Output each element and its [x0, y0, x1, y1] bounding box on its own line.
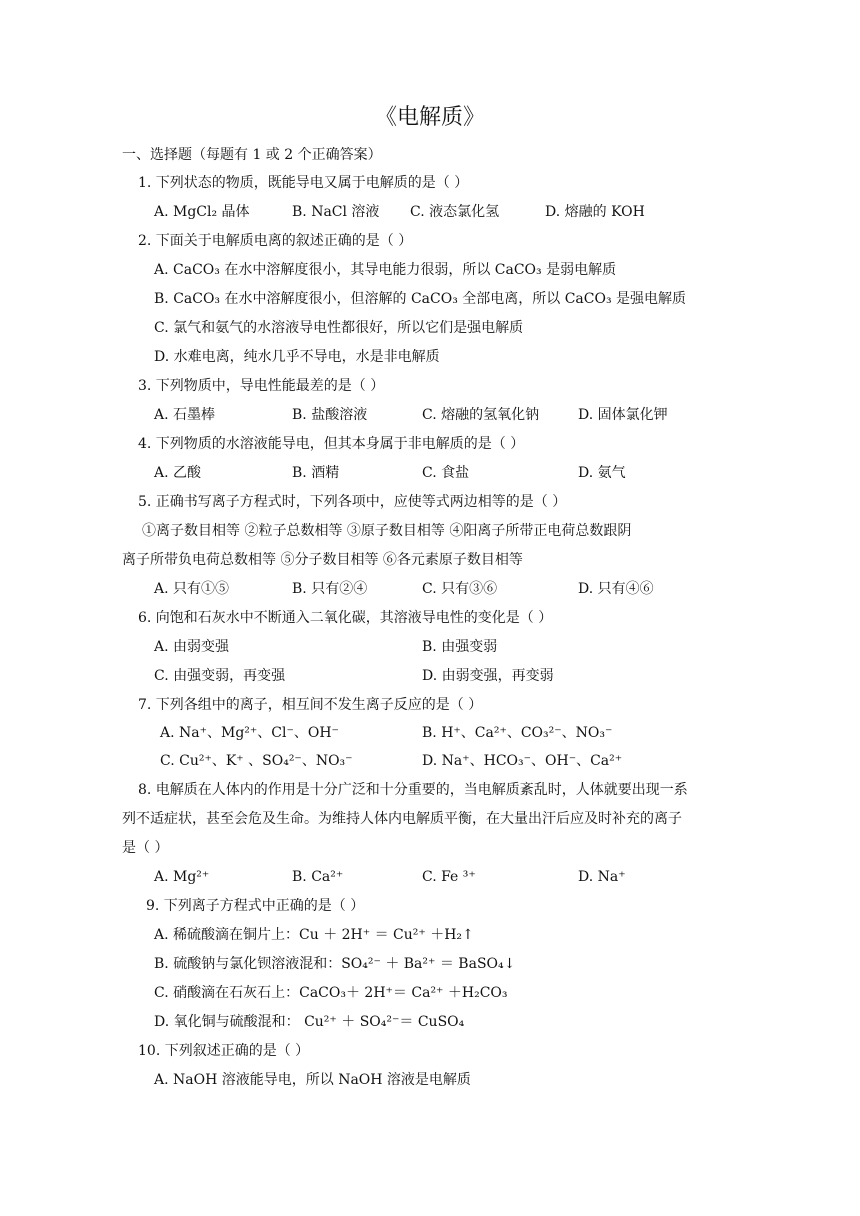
question-6-option-a: A. 由弱变强: [154, 639, 230, 655]
question-7-option-d: D. Na⁺、HCO₃⁻、OH⁻、Ca²⁺: [422, 753, 623, 769]
question-3-stem: 3. 下列物质中，导电性能最差的是（ ）: [138, 378, 385, 394]
question-2-stem: 2. 下面关于电解质电离的叙述正确的是（ ）: [138, 233, 413, 249]
question-6-option-d: D. 由弱变强，再变弱: [422, 668, 554, 684]
question-8-line-1: 8. 电解质在人体内的作用是十分广泛和十分重要的，当电解质紊乱时，人体就要出现一系: [138, 782, 688, 798]
question-2-option-d: D. 水难电离，纯水几乎不导电，水是非电解质: [154, 349, 440, 365]
question-3-option-c: C. 熔融的氢氧化钠: [422, 407, 540, 423]
question-1-option-b: B. NaCl 溶液: [292, 204, 380, 220]
question-4-option-a: A. 乙酸: [154, 465, 202, 481]
question-8-line-3: 是（ ）: [122, 840, 169, 856]
question-9-option-b: B. 硫酸钠与氯化钡溶液混和：SO₄²⁻ ＋ Ba²⁺ ＝ BaSO₄↓: [154, 956, 516, 972]
question-10-stem: 10. 下列叙述正确的是（ ）: [138, 1043, 310, 1059]
question-1-option-d: D. 熔融的 KOH: [545, 204, 645, 220]
question-6-option-c: C. 由强变弱，再变强: [154, 668, 286, 684]
question-1-stem: 1. 下列状态的物质，既能导电又属于电解质的是（ ）: [138, 175, 469, 191]
question-8-option-d: D. Na⁺: [578, 869, 626, 885]
question-8-option-a: A. Mg²⁺: [154, 869, 210, 885]
question-4-option-c: C. 食盐: [422, 465, 470, 481]
question-4-option-b: B. 酒精: [292, 465, 340, 481]
question-9-stem: 9. 下列离子方程式中正确的是（ ）: [146, 898, 365, 914]
question-7-option-b: B. H⁺、Ca²⁺、CO₃²⁻、NO₃⁻: [422, 725, 613, 741]
question-5-line-2: 离子所带负电荷总数相等 ⑤分子数目相等 ⑥各元素原子数目相等: [122, 552, 523, 568]
question-5-option-d: D. 只有④⑥: [578, 581, 654, 597]
page-title: 《电解质》: [374, 105, 485, 130]
question-8-option-b: B. Ca²⁺: [292, 869, 344, 885]
question-6-stem: 6. 向饱和石灰水中不断通入二氧化碳，其溶液导电性的变化是（ ）: [138, 610, 553, 626]
question-4-stem: 4. 下列物质的水溶液能导电，但其本身属于非电解质的是（ ）: [138, 436, 525, 452]
question-7-option-a: A. Na⁺、Mg²⁺、Cl⁻、OH⁻: [160, 725, 339, 741]
question-6-option-b: B. 由强变弱: [422, 639, 498, 655]
question-5-option-c: C. 只有③⑥: [422, 581, 498, 597]
section-heading: 一、选择题（每题有 1 或 2 个正确答案）: [122, 147, 382, 163]
question-8-option-c: C. Fe ³⁺: [422, 869, 476, 885]
question-2-option-b: B. CaCO₃ 在水中溶解度很小，但溶解的 CaCO₃ 全部电离，所以 CaCO₃ 是强电解质: [154, 291, 687, 307]
question-9-option-c: C. 硝酸滴在石灰石上：CaCO₃＋ 2H⁺＝ Ca²⁺ ＋H₂CO₃: [154, 985, 508, 1001]
question-1-option-a: A. MgCl₂ 晶体: [154, 204, 250, 220]
question-5-stem: 5. 正确书写离子方程式时，下列各项中，应使等式两边相等的是（ ）: [138, 494, 567, 510]
question-3-option-a: A. 石墨棒: [154, 407, 216, 423]
question-10-option-a: A. NaOH 溶液能导电，所以 NaOH 溶液是电解质: [154, 1072, 471, 1088]
question-9-option-a: A. 稀硫酸滴在铜片上：Cu ＋ 2H⁺ ＝ Cu²⁺ ＋H₂↑: [154, 927, 474, 943]
question-7-option-c: C. Cu²⁺、K⁺ 、SO₄²⁻、NO₃⁻: [160, 753, 353, 769]
question-2-option-c: C. 氯气和氨气的水溶液导电性都很好，所以它们是强电解质: [154, 320, 524, 336]
question-5-option-a: A. 只有①⑤: [154, 581, 230, 597]
question-3-option-d: D. 固体氯化钾: [578, 407, 668, 423]
question-9-option-d: D. 氧化铜与硫酸混和： Cu²⁺ ＋ SO₄²⁻＝ CuSO₄: [154, 1014, 465, 1030]
question-1-option-c: C. 液态氯化氢: [410, 204, 500, 220]
question-4-option-d: D. 氨气: [578, 465, 626, 481]
question-7-stem: 7. 下列各组中的离子，相互间不发生离子反应的是（ ）: [138, 697, 483, 713]
question-8-line-2: 列不适症状，甚至会危及生命。为维持人体内电解质平衡，在大量出汗后应及时补充的离子: [122, 811, 682, 827]
question-3-option-b: B. 盐酸溶液: [292, 407, 368, 423]
question-5-option-b: B. 只有②④: [292, 581, 368, 597]
question-2-option-a: A. CaCO₃ 在水中溶解度很小，其导电能力很弱，所以 CaCO₃ 是弱电解质: [154, 262, 617, 278]
question-5-line-1: ①离子数目相等 ②粒子总数相等 ③原子数目相等 ④阳离子所带正电荷总数跟阴: [142, 523, 632, 539]
